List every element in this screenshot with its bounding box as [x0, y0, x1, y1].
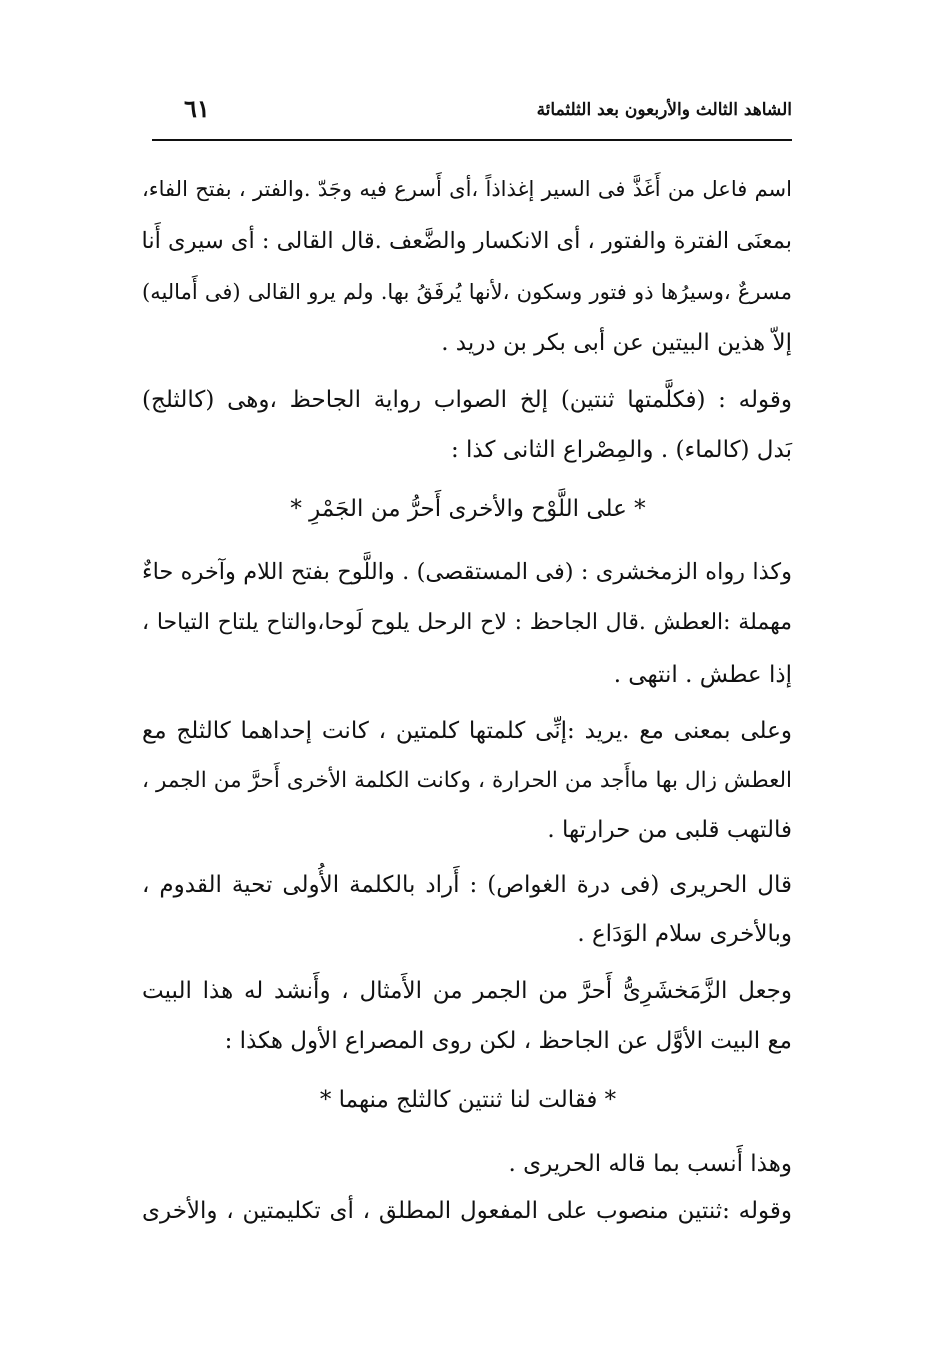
text-line: وقوله :ثنتين منصوب على المفعول المطلق ، أى تكليمتين ، والأخرى	[142, 1198, 792, 1224]
text-line: وعلى بمعنى مع .يريد :إنِّى كلمتها كلمتين ، كانت إحداهما كالثلج مع	[142, 718, 792, 744]
text-line: إلاّ هذين البيتين عن أبى بكر بن دريد .	[441, 330, 792, 356]
text-line: مع البيت الأوَّل عن الجاحظ ، لكن روى المصراع الأول هكذا :	[224, 1028, 792, 1054]
text-line: قال الحريرى (فى درة الغواص) : أَراد بالكلمة الأُولى تحية القدوم ،	[142, 872, 792, 898]
running-header	[152, 90, 792, 140]
text-line: إذا عطش . انتهى .	[613, 662, 792, 688]
text-line: اسم فاعل من أَغَذَّ فى السير إغذاذاً ،أى أَسرع فيه وجَدّ .والفتر ، بفتح الفاء،	[142, 177, 792, 201]
text-line: العطش زال بها ماأَجد من الحرارة ، وكانت الكلمة الأخرى أَحرَّ من الجمر ،	[142, 768, 792, 793]
text-line: بَدل (كالماء) . والمِصْراع الثانى كذا :	[450, 437, 792, 463]
text-line: مهملة :العطش .قال الجاحظ : لاح الرحل يلوح لَوحا،والتاح يلتاح التياحا ،	[142, 610, 792, 635]
text-line: وقوله : (فكلَّمتها ثنتين) إلخ الصواب رواية الجاحظ ،وهى (كالثلج)	[142, 387, 792, 413]
verse-line: * فقالت لنا ثنتين كالثلج منهما *	[319, 1087, 617, 1113]
page-number: ٦١	[184, 94, 210, 123]
text-line: وكذا رواه الزمخشرى : (فى المستقصى) . واللَّوح بفتح اللام وآخره حاءٌ	[142, 559, 792, 585]
text-line: وبالأخرى سلام الوَدَاع .	[577, 921, 792, 947]
text-line: وهذا أَنسب بما قاله الحريرى .	[508, 1151, 792, 1177]
text-line: فالتهب قلبى من حرارتها .	[547, 817, 792, 843]
text-line: مسرعٌ ،وسيرُها ذو فتور وسكون ،لأنها يُرفَقُ بها. ولم يرو القالى (فى أَماليه)	[142, 280, 792, 304]
header-rule	[152, 139, 792, 141]
text-line: وجعل الزَّمَخشَرِىُّ أَحرَّ من الجمر من الأَمثال ، وأَنشد له هذا البيت	[142, 978, 792, 1004]
header-title: الشاهد الثالث والأربعون بعد الثلثمائة	[536, 100, 792, 120]
verse-line: * على اللَّوْح والأخرى أَحرُّ من الجَمْرِ *	[290, 496, 646, 522]
text-line: بمعنَى الفترة والفتور ، أى الانكسار والضَّعف .قال القالى : أى سيرى أَنا	[141, 228, 792, 254]
